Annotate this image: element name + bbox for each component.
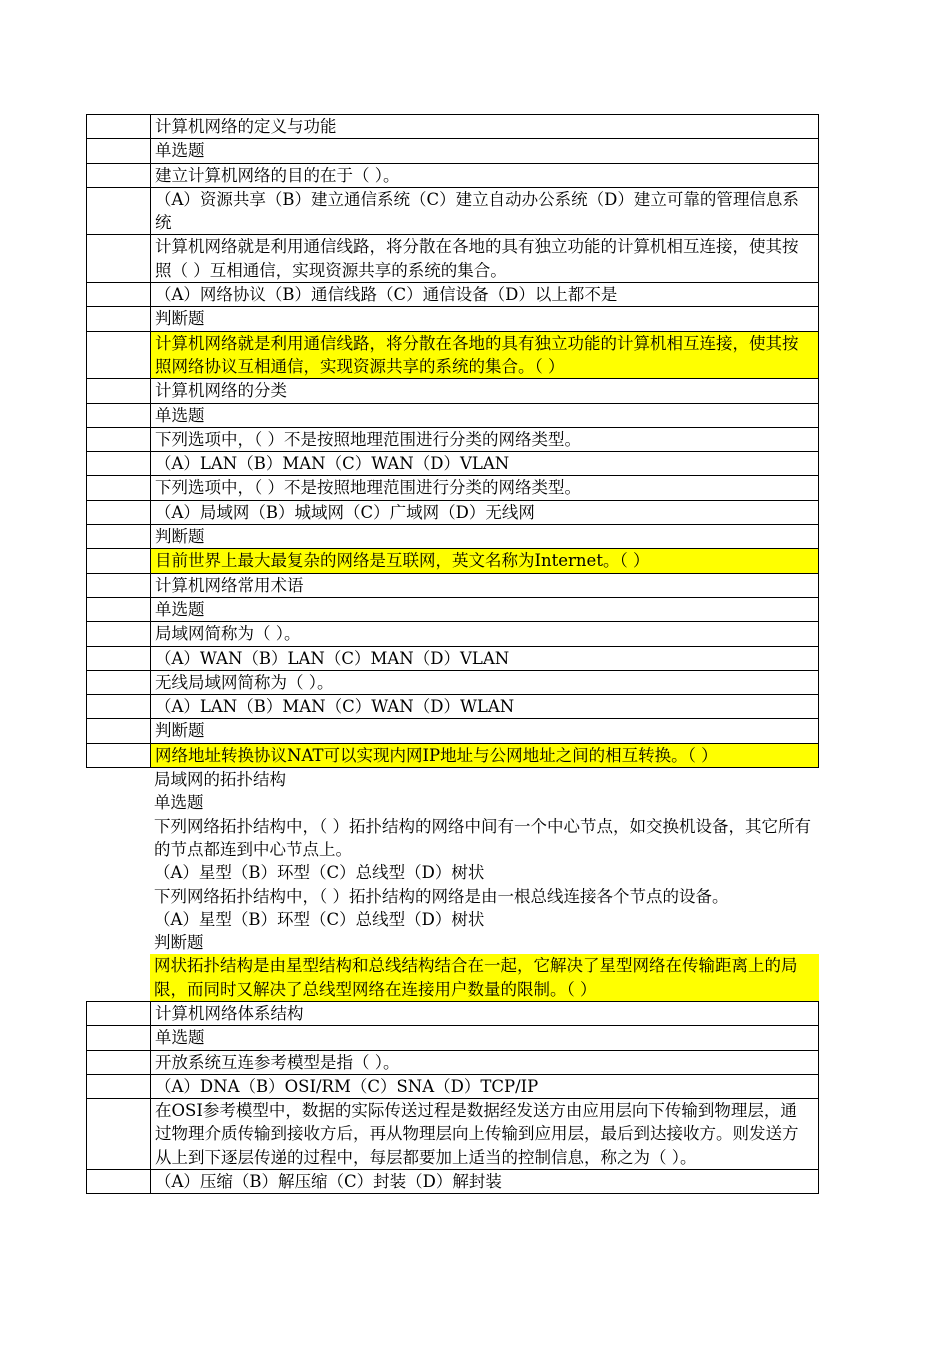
table-row xyxy=(86,768,819,791)
row-text-cell: 判断题 xyxy=(150,719,819,743)
row-text-cell: 网状拓扑结构是由星型结构和总线结构结合在一起，它解决了星型网络在传输距离上的局限，而同时又解决了总线型网络在连接用户数量的限制。（ ） xyxy=(150,954,819,1001)
row-index-cell xyxy=(86,647,150,671)
row-text-cell: 计算机网络就是利用通信线路，将分散在各地的具有独立功能的计算机相互连接，使其按照网络协议互相通信，实现资源共享的系统的集合。（ ） xyxy=(150,332,819,380)
row-text-cell: 计算机网络的定义与功能 xyxy=(150,114,819,139)
row-text-cell: （A）压缩（B）解压缩（C）封装（D）解封装 xyxy=(150,1170,819,1194)
row-index-cell xyxy=(86,404,150,428)
row-index-cell xyxy=(86,931,150,954)
row-index-cell xyxy=(86,1026,150,1050)
table-row xyxy=(86,501,819,525)
table-row xyxy=(86,1099,819,1170)
table-row xyxy=(86,671,819,695)
row-text-cell: 判断题 xyxy=(150,307,819,331)
row-index-cell xyxy=(86,114,150,139)
row-text-cell: （A）DNA（B）OSI/RM（C）SNA（D）TCP/IP xyxy=(150,1075,819,1099)
row-text-cell: 计算机网络的分类 xyxy=(150,379,819,403)
row-text-cell: 无线局域网简称为（ ）。 xyxy=(150,671,819,695)
table-row xyxy=(86,549,819,573)
row-index-cell xyxy=(86,501,150,525)
table-row xyxy=(86,791,819,814)
row-text-cell: （A）WAN（B）LAN（C）MAN（D）VLAN xyxy=(150,647,819,671)
row-index-cell xyxy=(86,791,150,814)
row-index-cell xyxy=(86,307,150,331)
table-row xyxy=(86,598,819,622)
row-index-cell xyxy=(86,332,150,380)
row-text-cell: 网络地址转换协议NAT可以实现内网IP地址与公网地址之间的相互转换。（ ） xyxy=(150,744,819,768)
row-index-cell xyxy=(86,1075,150,1099)
row-index-cell xyxy=(86,1051,150,1075)
table-row xyxy=(86,954,819,1001)
row-index-cell xyxy=(86,574,150,598)
row-index-cell xyxy=(86,188,150,236)
table-row xyxy=(86,307,819,331)
row-index-cell xyxy=(86,235,150,283)
table-row xyxy=(86,379,819,403)
table-row xyxy=(86,1170,819,1194)
row-text-cell: 在OSI参考模型中，数据的实际传送过程是数据经发送方由应用层向下传输到物理层，通过物理介质传输到接收方后，再从物理层向上传输到应用层，最后到达接收方。则发送方从上到下逐层传递的过程中，每层都要加上适当的控制信息，称之为（ ）。 xyxy=(150,1099,819,1170)
row-index-cell xyxy=(86,695,150,719)
table-row xyxy=(86,647,819,671)
row-text-cell: 下列选项中，（ ）不是按照地理范围进行分类的网络类型。 xyxy=(150,428,819,452)
row-text-cell: 单选题 xyxy=(150,139,819,163)
table-row xyxy=(86,719,819,743)
table-row xyxy=(86,815,819,862)
row-index-cell xyxy=(86,1099,150,1170)
row-text-cell: （A）星型（B）环型（C）总线型（D）树状 xyxy=(154,863,485,883)
table-row xyxy=(86,476,819,500)
row-text-cell: 单选题 xyxy=(150,1026,819,1050)
table-row xyxy=(86,931,819,954)
row-text-cell: （A）网络协议（B）通信线路（C）通信设备（D）以上都不是 xyxy=(150,283,819,307)
sheet-section xyxy=(86,1001,819,1194)
row-index-cell xyxy=(86,428,150,452)
row-index-cell xyxy=(86,525,150,549)
row-text-cell: 计算机网络常用术语 xyxy=(150,574,819,598)
table-row xyxy=(86,404,819,428)
sheet-section xyxy=(86,114,819,768)
row-text-cell: 单选题 xyxy=(150,598,819,622)
table-row xyxy=(86,283,819,307)
row-index-cell xyxy=(86,954,150,1001)
row-index-cell xyxy=(86,719,150,743)
table-row xyxy=(86,622,819,646)
table-row xyxy=(86,744,819,768)
row-index-cell xyxy=(86,476,150,500)
row-index-cell xyxy=(86,1170,150,1194)
question-sheet xyxy=(86,114,819,1194)
table-row xyxy=(86,164,819,188)
table-row xyxy=(86,1026,819,1050)
row-text-cell: 单选题 xyxy=(150,404,819,428)
row-index-cell xyxy=(86,549,150,573)
table-row xyxy=(86,885,819,908)
table-row xyxy=(86,861,819,884)
row-text-cell: （A）LAN（B）MAN（C）WAN（D）WLAN xyxy=(150,695,819,719)
row-index-cell xyxy=(86,164,150,188)
row-text-cell: 判断题 xyxy=(150,525,819,549)
row-index-cell xyxy=(86,908,150,931)
table-row xyxy=(86,452,819,476)
row-text-cell: （A）局域网（B）城域网（C）广域网（D）无线网 xyxy=(150,501,819,525)
row-text-cell: 单选题 xyxy=(154,793,204,813)
table-row xyxy=(86,1075,819,1099)
row-text-cell: （A）LAN（B）MAN（C）WAN（D）VLAN xyxy=(150,452,819,476)
row-text-cell: 下列网络拓扑结构中，（ ）拓扑结构的网络中间有一个中心节点，如交换机设备，其它所有的节点都连到中心节点上。 xyxy=(154,816,811,859)
table-row xyxy=(86,139,819,163)
table-row xyxy=(86,188,819,236)
row-index-cell xyxy=(86,622,150,646)
row-text-cell: 目前世界上最大最复杂的网络是互联网，英文名称为Internet。（ ） xyxy=(150,549,819,573)
table-row xyxy=(86,114,819,139)
row-text-cell: 局域网的拓扑结构 xyxy=(154,770,286,790)
row-index-cell xyxy=(86,885,150,908)
row-text-cell: 计算机网络体系结构 xyxy=(150,1001,819,1026)
row-index-cell xyxy=(86,452,150,476)
row-index-cell xyxy=(86,671,150,695)
table-row xyxy=(86,695,819,719)
row-text-cell: 下列网络拓扑结构中，（ ）拓扑结构的网络是由一根总线连接各个节点的设备。 xyxy=(154,886,729,906)
row-text-cell: （A）星型（B）环型（C）总线型（D）树状 xyxy=(154,909,485,929)
table-row xyxy=(86,332,819,380)
table-row xyxy=(86,428,819,452)
row-index-cell xyxy=(86,139,150,163)
row-index-cell xyxy=(86,1001,150,1026)
table-row xyxy=(86,908,819,931)
table-row xyxy=(86,574,819,598)
table-row xyxy=(86,235,819,283)
row-index-cell xyxy=(86,744,150,768)
row-index-cell xyxy=(86,861,150,884)
row-index-cell xyxy=(86,598,150,622)
row-index-cell xyxy=(86,379,150,403)
row-index-cell xyxy=(86,768,150,791)
row-index-cell xyxy=(86,815,150,862)
row-index-cell xyxy=(86,283,150,307)
row-text-cell: （A）资源共享（B）建立通信系统（C）建立自动办公系统（D）建立可靠的管理信息系统 xyxy=(150,188,819,236)
table-row xyxy=(86,1001,819,1026)
row-text-cell: 建立计算机网络的目的在于（ ）。 xyxy=(150,164,819,188)
row-text-cell: 判断题 xyxy=(154,933,204,953)
row-text-cell: 下列选项中，（ ）不是按照地理范围进行分类的网络类型。 xyxy=(150,476,819,500)
row-text-cell: 开放系统互连参考模型是指（ ）。 xyxy=(150,1051,819,1075)
row-text-cell: 计算机网络就是利用通信线路，将分散在各地的具有独立功能的计算机相互连接，使其按照（ ）互相通信，实现资源共享的系统的集合。 xyxy=(150,235,819,283)
table-row xyxy=(86,525,819,549)
table-row xyxy=(86,1051,819,1075)
sheet-section xyxy=(86,768,819,1001)
row-text-cell: 局域网简称为（ ）。 xyxy=(150,622,819,646)
